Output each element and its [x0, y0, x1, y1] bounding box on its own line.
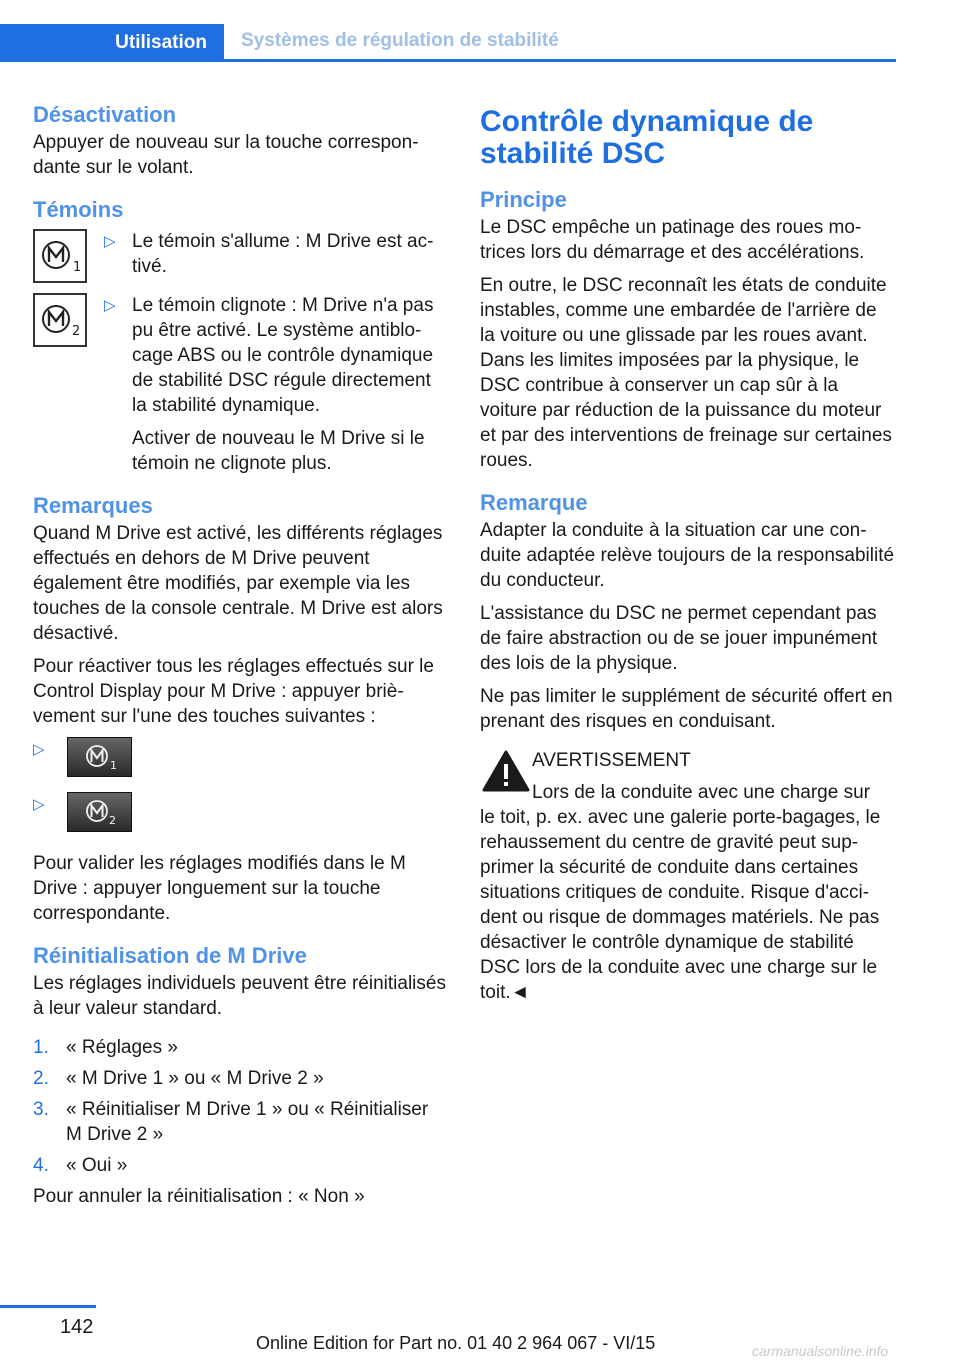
remarks-heading: Remarques [33, 493, 153, 518]
warning-text: le toit, p. ex. avec une galerie porte-bagages, le rehaussement du centre de gravité peut supprimer la sécurité de conduite dans certaines situations critiques de conduite. Risque d'accident ou risque de dommages matériels. Ne pas désactiver le contrôle dynamique de stabilité DSC lors de la conduite avec une charge sur le toit.◄ [480, 807, 881, 1003]
svg-text:1: 1 [109, 759, 117, 772]
svg-text:2: 2 [108, 814, 116, 827]
indicators-heading: Témoins [33, 197, 124, 222]
section-title: Contrôle dynamique de stabilité DSC [480, 105, 814, 170]
button-item-m1 [33, 737, 449, 792]
indicator-extra-m2: Activer de nouveau le M Drive si le témoin ne clignote plus. [132, 428, 425, 474]
principle-heading: Principe [480, 187, 567, 212]
remark-p2: L'assistance du DSC ne permet cependant pas de faire abstraction ou de se jouer impunément des lois de la physique. [480, 603, 878, 674]
bullet-icon: ▷ [33, 796, 45, 813]
left-column [33, 100, 449, 1209]
warning-triangle-icon [480, 748, 532, 794]
section-tab: Utilisation [0, 24, 224, 62]
list-item: 2. « M Drive 1 » ou « M Drive 2 » [33, 1068, 324, 1089]
bullet-icon: ▷ [104, 233, 116, 250]
topic-tab: Systèmes de régulation de stabilité [241, 30, 559, 51]
list-item: 1. « Réglages » [33, 1037, 178, 1058]
remark-p1: Adapter la conduite à la situation car une conduite adaptée relève toujours de la responsabilité du conducteur. [480, 520, 895, 591]
deactivation-text: Appuyer de nouveau sur la touche correspondante sur le volant. [33, 132, 419, 178]
indicator-text-m2: Le témoin clignote : M Drive n'a pas pu être activé. Le système antiblocage ABS ou le contrôle dynamique de stabilité DSC régule directement la stabilité dynamique. [132, 295, 434, 416]
svg-text:2: 2 [72, 324, 81, 339]
remarks-p3: Pour valider les réglages modifiés dans le M Drive : appuyer longuement sur la touche correspondante. [33, 853, 406, 924]
indicator-item-m1 [33, 229, 449, 289]
principle-p1: Le DSC empêche un patinage des roues motrices lors du démarrage et des accélérations. [480, 217, 865, 263]
m2-indicator-icon [33, 293, 87, 347]
remark-p3: Ne pas limiter le supplément de sécurité offert en prenant des risques en conduisant. [480, 686, 893, 732]
indicator-text-m1: Le témoin s'allume : M Drive est activé. [132, 231, 434, 277]
bullet-icon: ▷ [104, 297, 116, 314]
reset-heading: Réinitialisation de M Drive [33, 943, 307, 968]
page-number: 142 [60, 1316, 94, 1338]
m2-button-icon [67, 792, 132, 832]
header-rule [0, 59, 896, 62]
remark-heading: Remarque [480, 490, 588, 515]
reset-text: Les réglages individuels peuvent être réinitialisés à leur valeur standard. [33, 973, 446, 1019]
svg-text:1: 1 [73, 260, 82, 275]
button-item-m2 [33, 792, 449, 847]
watermark: carmanualsonline.info [752, 1343, 889, 1359]
bullet-icon: ▷ [33, 741, 45, 758]
m1-indicator-icon [33, 229, 87, 283]
page-header [0, 24, 896, 62]
warning-first-line: Lors de la conduite avec une charge sur [532, 782, 870, 803]
right-column [480, 100, 896, 1005]
list-item: 4. « Oui » [33, 1155, 128, 1176]
indicator-item-m2 [33, 293, 449, 476]
list-item: 3. « Réinitialiser M Drive 1 » ou « Réinitialiser M Drive 2 » [33, 1099, 429, 1145]
warning-title: AVERTISSEMENT [532, 750, 691, 771]
principle-p2: En outre, le DSC reconnaît les états de conduite instables, comme une embardée de l'arrière de la voiture ou une glissade par les roues avant. Dans les limites imposées par la physique, le DSC contribue à conserver un cap sûr à la voiture par réduction de la puissance du moteur et par des interventions de freinage sur certaines roues. [480, 275, 892, 471]
warning-block [480, 748, 896, 805]
footer-rule [0, 1305, 96, 1308]
remarks-p2: Pour réactiver tous les réglages effectués sur le Control Display pour M Drive : appuyer brièvement sur l'une des touches suivantes : [33, 656, 434, 727]
reset-cancel: Pour annuler la réinitialisation : « Non » [33, 1186, 365, 1207]
m1-button-icon [67, 737, 132, 777]
remarks-p1: Quand M Drive est activé, les différents réglages effectués en dehors de M Drive peuvent également être modifiés, par exemple via les touches de la console centrale. M Drive est alors désactivé. [33, 523, 443, 644]
edition-text: Online Edition for Part no. 01 40 2 964 067 - VI/15 [256, 1333, 656, 1353]
deactivation-heading: Désactivation [33, 102, 177, 127]
